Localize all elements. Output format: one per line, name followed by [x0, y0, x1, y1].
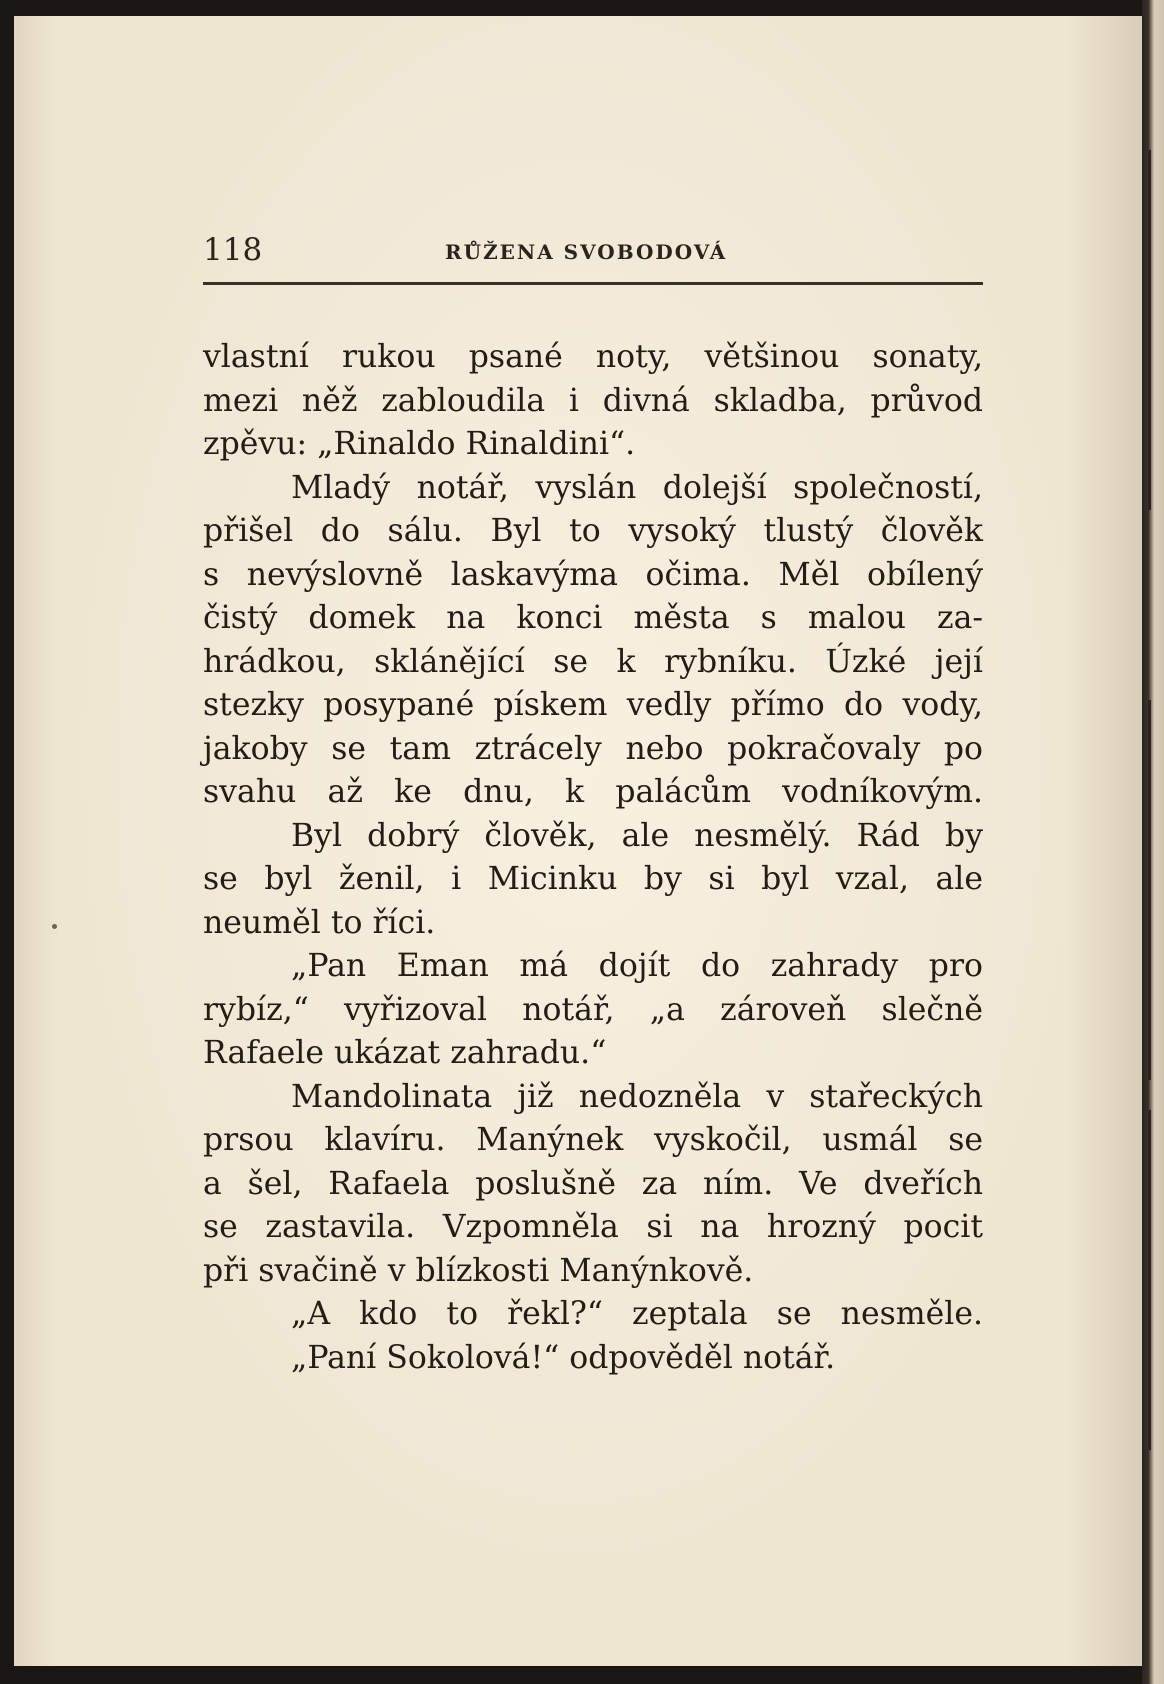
- edge-shadow: [1148, 150, 1151, 510]
- text-line: při svačině v blízkosti Manýnkově.: [203, 1252, 754, 1289]
- edge-shadow: [1148, 700, 1151, 1080]
- text-line: Byl dobrý člověk, ale nesmělý. Rád by: [291, 817, 983, 854]
- text-line: neuměl to říci.: [203, 904, 436, 941]
- text-line: mezi něž zabloudila i divná skladba, průvod: [203, 382, 983, 419]
- text-line: čistý domek na konci města s malou za-: [203, 600, 983, 636]
- body-text: [203, 336, 983, 1380]
- running-head: RŮŽENA SVOBODOVÁ: [445, 240, 728, 264]
- text-line: prsou klavíru. Manýnek vyskočil, usmál se: [203, 1122, 983, 1158]
- text-line: se zastavila. Vzpomněla si na hrozný pocit: [203, 1209, 983, 1245]
- dust-speck: [52, 924, 57, 929]
- paragraph: [203, 1337, 983, 1381]
- text-line: vlastní rukou psané noty, většinou sonaty,: [203, 339, 983, 375]
- text-line: a šel, Rafaela poslušně za ním. Ve dveřích: [203, 1165, 983, 1202]
- text-line: „A kdo to řekl?“ zeptala se nesměle.: [291, 1296, 983, 1332]
- paragraph: [203, 336, 983, 467]
- text-line: jakoby se tam ztrácely nebo pokračovaly po: [203, 730, 983, 767]
- text-line: stezky posypané pískem vedly přímo do vody,: [203, 687, 983, 723]
- text-line: s nevýslovně laskavýma očima. Měl obílený: [203, 556, 983, 593]
- paragraph: [203, 815, 983, 946]
- edge-shadow: [1148, 1110, 1151, 1450]
- text-line: Mladý notář, vyslán dolejší společností,: [291, 469, 983, 506]
- text-line: se byl ženil, i Micinku by si byl vzal, ale: [203, 861, 983, 897]
- header-rule: [203, 282, 983, 285]
- page-number: 118: [203, 232, 263, 268]
- text-line: přišel do sálu. Byl to vysoký tlustý člověk: [203, 513, 983, 549]
- text-line: zpěvu: „Rinaldo Rinaldini“.: [203, 426, 636, 462]
- book-edge: [1142, 0, 1164, 1684]
- paragraph: [203, 945, 983, 1076]
- text-line: „Paní Sokolová!“ odpověděl notář.: [291, 1339, 836, 1376]
- text-line: Rafaele ukázat zahradu.“: [203, 1035, 607, 1071]
- text-line: Mandolinata již nedozněla v stařeckých: [291, 1078, 983, 1115]
- paragraph: [203, 467, 983, 815]
- text-line: „Pan Eman má dojít do zahrady pro: [291, 948, 983, 984]
- paragraph: [203, 1293, 983, 1337]
- page-header: [203, 228, 983, 272]
- text-line: svahu až ke dnu, k palácům vodníkovým.: [203, 774, 983, 810]
- text-line: hrádkou, sklánějící se k rybníku. Úzké její: [203, 643, 983, 680]
- paragraph: [203, 1076, 983, 1294]
- text-line: rybíz,“ vyřizoval notář, „a zároveň slečně: [203, 991, 983, 1028]
